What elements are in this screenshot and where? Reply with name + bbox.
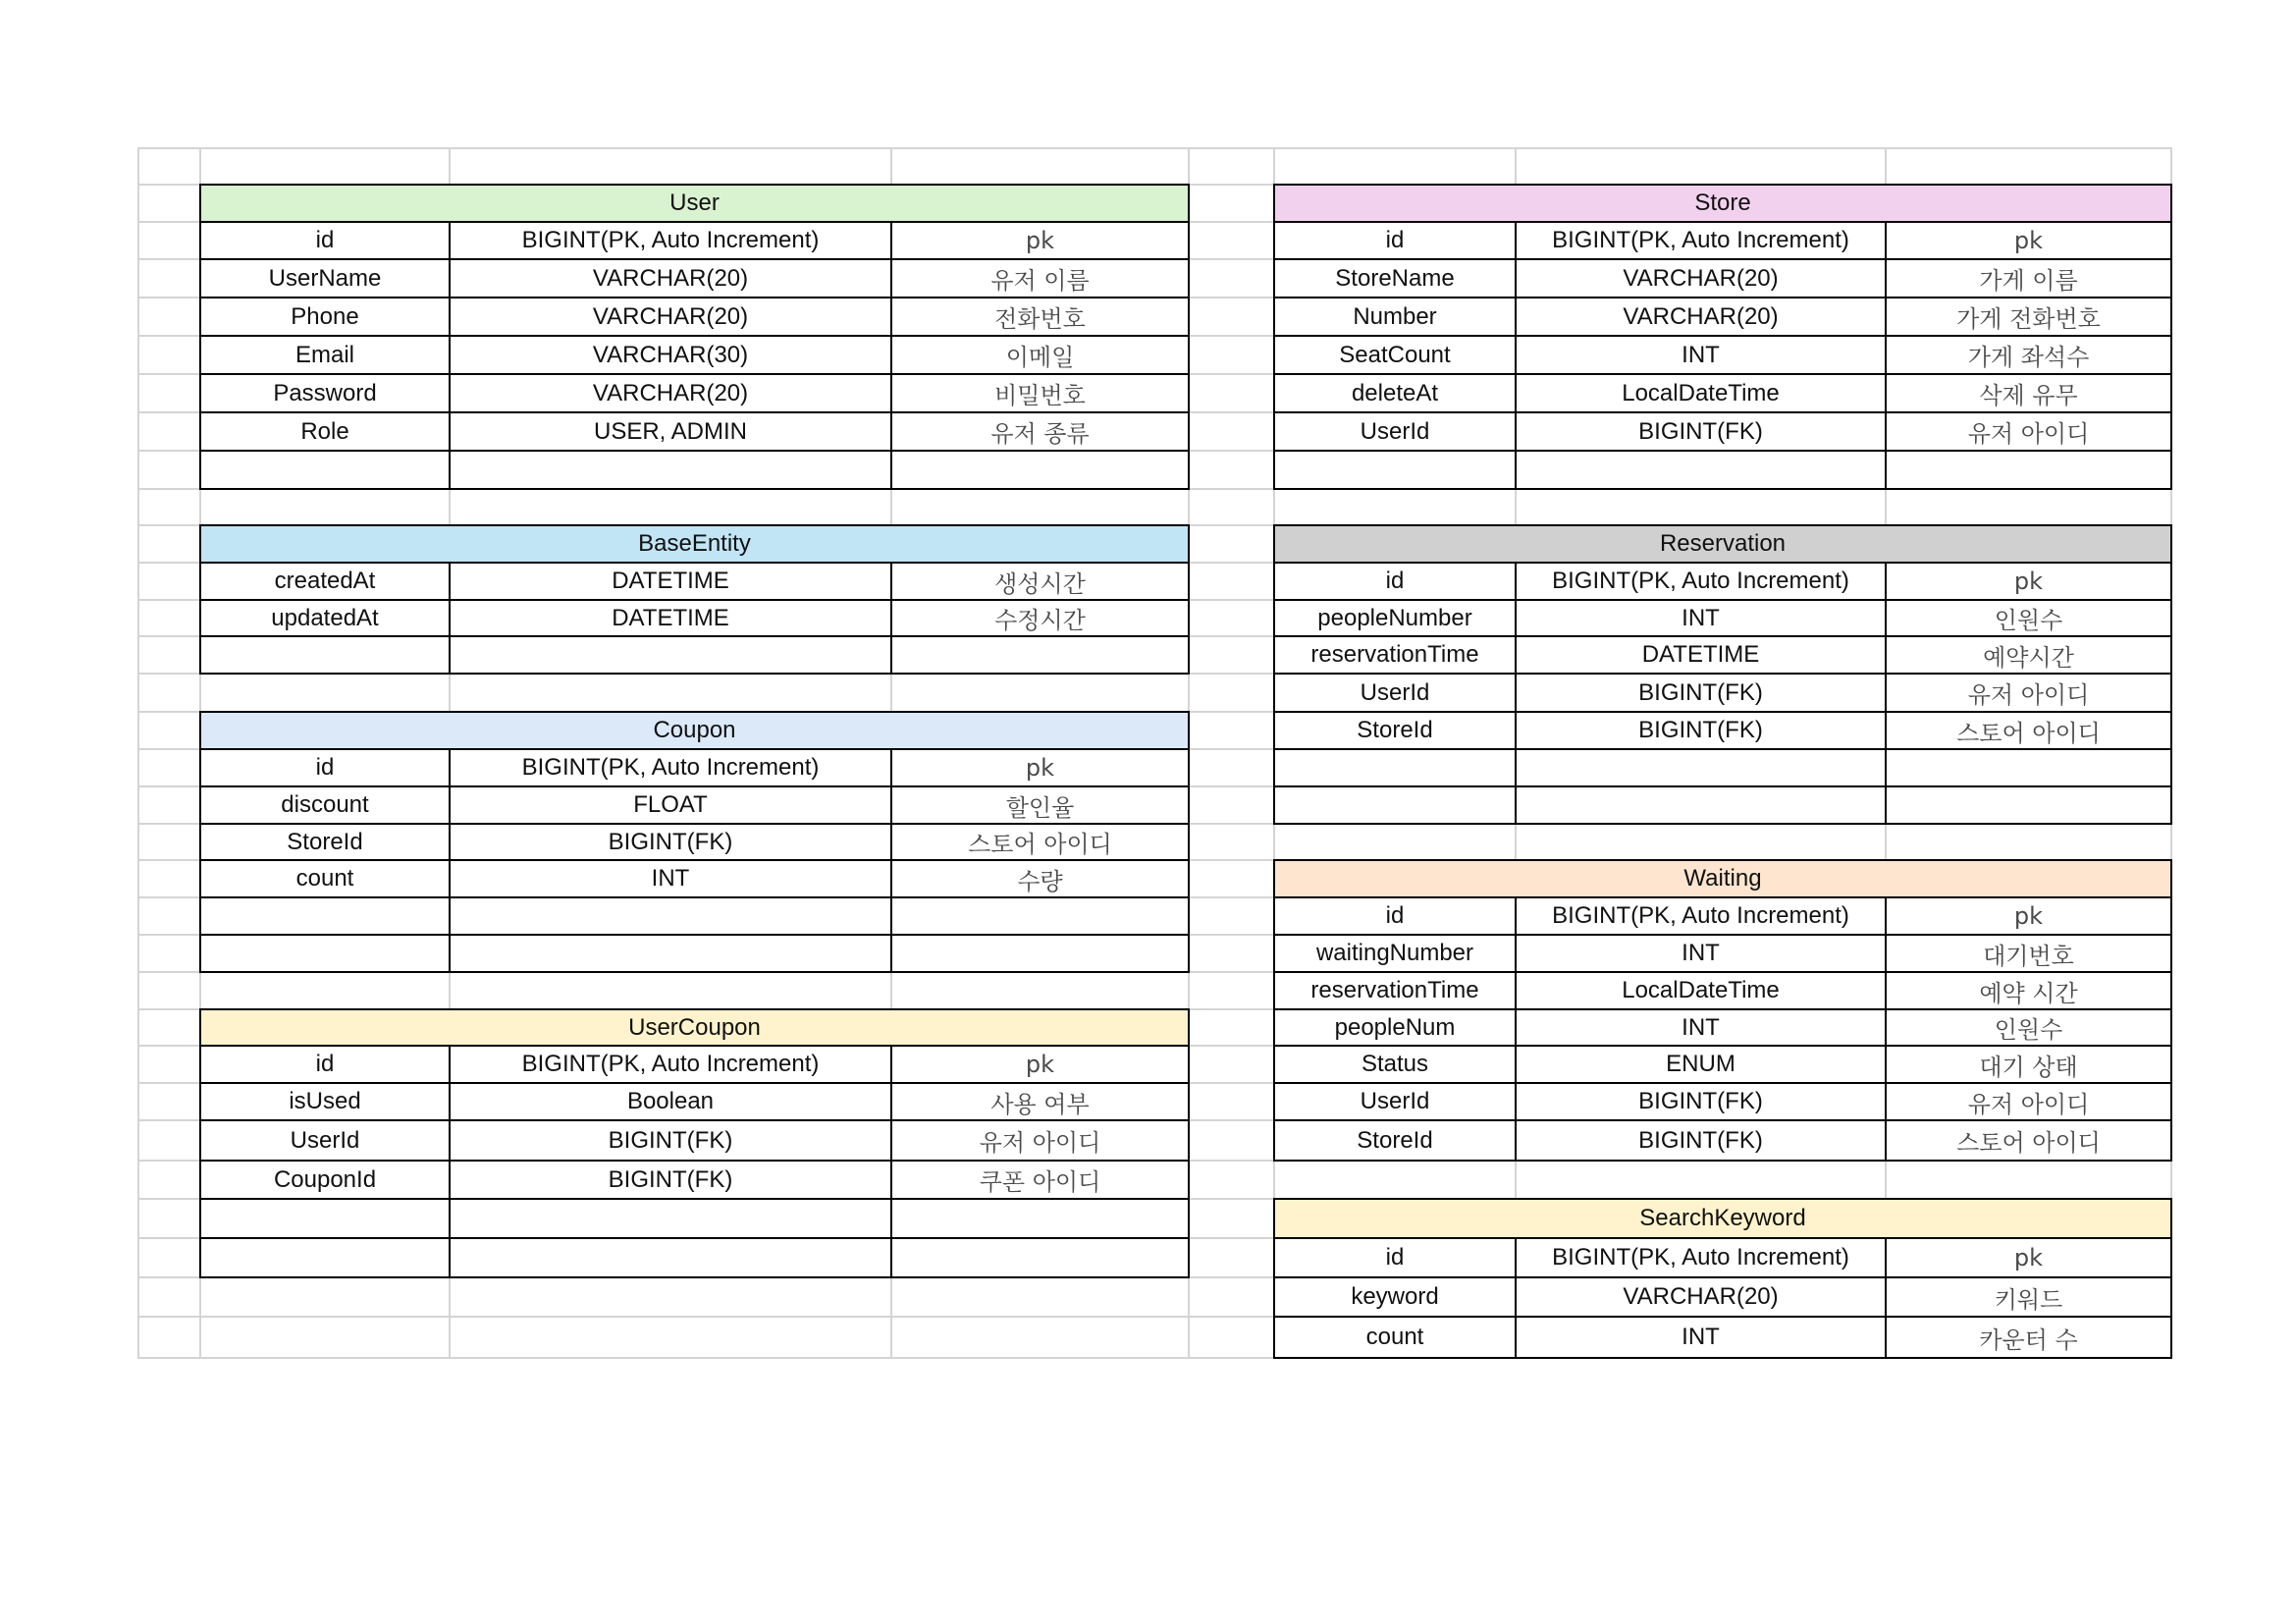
- column-name-cell: [199, 452, 449, 490]
- column-name-cell: count: [1273, 1318, 1515, 1359]
- column-name-cell: UserId: [1273, 675, 1515, 713]
- column-type-cell: BIGINT(PK, Auto Increment): [449, 750, 890, 787]
- table-title: Coupon: [199, 711, 1190, 750]
- column-type-cell: BIGINT(PK, Auto Increment): [1515, 223, 1885, 260]
- column-description-cell: 수정시간: [890, 601, 1190, 637]
- column-type-cell: BIGINT(PK, Auto Increment): [1515, 564, 1885, 601]
- column-name-cell: Password: [199, 375, 449, 413]
- column-type-cell: BIGINT(PK, Auto Increment): [449, 223, 890, 260]
- column-type-cell: VARCHAR(20): [449, 375, 890, 413]
- column-name-cell: SeatCount: [1273, 337, 1515, 375]
- column-name-cell: isUsed: [199, 1084, 449, 1121]
- column-type-cell: VARCHAR(20): [449, 298, 890, 337]
- column-name-cell: [1273, 750, 1515, 787]
- column-name-cell: peopleNum: [1273, 1010, 1515, 1047]
- column-name-cell: UserName: [199, 260, 449, 298]
- table-title: Store: [1273, 184, 2172, 223]
- column-description-cell: [890, 898, 1190, 936]
- column-type-cell: BIGINT(FK): [1515, 713, 1885, 750]
- column-type-cell: BIGINT(PK, Auto Increment): [449, 1047, 890, 1084]
- column-type-cell: VARCHAR(20): [1515, 1278, 1885, 1318]
- column-type-cell: INT: [1515, 337, 1885, 375]
- column-name-cell: id: [199, 223, 449, 260]
- table-title: BaseEntity: [199, 524, 1190, 564]
- column-description-cell: 쿠폰 아이디: [890, 1162, 1190, 1200]
- column-description-cell: 키워드: [1885, 1278, 2172, 1318]
- column-name-cell: createdAt: [199, 564, 449, 601]
- column-name-cell: CouponId: [199, 1162, 449, 1200]
- table-title: User: [199, 184, 1190, 223]
- column-name-cell: StoreId: [1273, 1121, 1515, 1162]
- column-description-cell: 유저 종류: [890, 413, 1190, 452]
- column-name-cell: id: [1273, 223, 1515, 260]
- table-title: Waiting: [1273, 859, 2172, 898]
- column-name-cell: UserId: [199, 1121, 449, 1162]
- column-name-cell: StoreId: [199, 825, 449, 861]
- column-name-cell: [199, 936, 449, 973]
- column-type-cell: DATETIME: [1515, 637, 1885, 675]
- column-name-cell: peopleNumber: [1273, 601, 1515, 637]
- column-name-cell: waitingNumber: [1273, 936, 1515, 973]
- column-description-cell: 예약시간: [1885, 637, 2172, 675]
- column-description-cell: pk: [1885, 898, 2172, 936]
- column-description-cell: 유저 아이디: [1885, 413, 2172, 452]
- column-type-cell: BIGINT(FK): [449, 1121, 890, 1162]
- column-type-cell: BIGINT(FK): [449, 1162, 890, 1200]
- column-name-cell: UserId: [1273, 413, 1515, 452]
- column-description-cell: [890, 637, 1190, 675]
- column-type-cell: [449, 1239, 890, 1278]
- column-type-cell: USER, ADMIN: [449, 413, 890, 452]
- column-type-cell: INT: [449, 861, 890, 898]
- column-type-cell: VARCHAR(20): [1515, 260, 1885, 298]
- column-name-cell: count: [199, 861, 449, 898]
- column-name-cell: StoreId: [1273, 713, 1515, 750]
- column-description-cell: 카운터 수: [1885, 1318, 2172, 1359]
- column-description-cell: pk: [1885, 1239, 2172, 1278]
- column-type-cell: BIGINT(FK): [1515, 1121, 1885, 1162]
- column-description-cell: 가게 이름: [1885, 260, 2172, 298]
- column-description-cell: 비밀번호: [890, 375, 1190, 413]
- column-type-cell: [449, 898, 890, 936]
- column-type-cell: BIGINT(FK): [1515, 1084, 1885, 1121]
- column-type-cell: VARCHAR(20): [1515, 298, 1885, 337]
- column-description-cell: 생성시간: [890, 564, 1190, 601]
- column-description-cell: [1885, 452, 2172, 490]
- column-description-cell: pk: [890, 1047, 1190, 1084]
- column-description-cell: 유저 아이디: [1885, 675, 2172, 713]
- column-description-cell: pk: [1885, 223, 2172, 260]
- column-type-cell: INT: [1515, 1318, 1885, 1359]
- column-type-cell: LocalDateTime: [1515, 375, 1885, 413]
- column-type-cell: VARCHAR(30): [449, 337, 890, 375]
- column-type-cell: BIGINT(FK): [449, 825, 890, 861]
- column-description-cell: 스토어 아이디: [1885, 713, 2172, 750]
- column-type-cell: INT: [1515, 936, 1885, 973]
- column-type-cell: BIGINT(PK, Auto Increment): [1515, 898, 1885, 936]
- column-description-cell: [890, 1239, 1190, 1278]
- column-description-cell: pk: [1885, 564, 2172, 601]
- column-name-cell: [1273, 787, 1515, 825]
- column-description-cell: 전화번호: [890, 298, 1190, 337]
- column-description-cell: 할인율: [890, 787, 1190, 825]
- column-description-cell: [1885, 750, 2172, 787]
- column-name-cell: [1273, 452, 1515, 490]
- column-type-cell: INT: [1515, 1010, 1885, 1047]
- column-name-cell: Status: [1273, 1047, 1515, 1084]
- column-name-cell: id: [1273, 564, 1515, 601]
- column-name-cell: Phone: [199, 298, 449, 337]
- column-description-cell: 삭제 유무: [1885, 375, 2172, 413]
- column-description-cell: 스토어 아이디: [890, 825, 1190, 861]
- column-name-cell: discount: [199, 787, 449, 825]
- column-name-cell: reservationTime: [1273, 637, 1515, 675]
- column-type-cell: Boolean: [449, 1084, 890, 1121]
- column-description-cell: 대기번호: [1885, 936, 2172, 973]
- column-description-cell: 가게 전화번호: [1885, 298, 2172, 337]
- column-name-cell: Role: [199, 413, 449, 452]
- column-description-cell: [890, 452, 1190, 490]
- column-type-cell: DATETIME: [449, 564, 890, 601]
- column-description-cell: pk: [890, 750, 1190, 787]
- column-description-cell: 이메일: [890, 337, 1190, 375]
- gridline: [137, 147, 2172, 149]
- column-name-cell: keyword: [1273, 1278, 1515, 1318]
- column-type-cell: BIGINT(FK): [1515, 675, 1885, 713]
- column-description-cell: 유저 아이디: [890, 1121, 1190, 1162]
- column-type-cell: BIGINT(FK): [1515, 413, 1885, 452]
- column-name-cell: UserId: [1273, 1084, 1515, 1121]
- column-type-cell: VARCHAR(20): [449, 260, 890, 298]
- table-title: UserCoupon: [199, 1008, 1190, 1047]
- column-description-cell: 유저 아이디: [1885, 1084, 2172, 1121]
- column-type-cell: [1515, 452, 1885, 490]
- column-description-cell: 예약 시간: [1885, 973, 2172, 1010]
- column-type-cell: [449, 637, 890, 675]
- column-name-cell: id: [199, 750, 449, 787]
- column-type-cell: INT: [1515, 601, 1885, 637]
- column-description-cell: [890, 1200, 1190, 1239]
- column-name-cell: [199, 637, 449, 675]
- column-name-cell: Number: [1273, 298, 1515, 337]
- column-type-cell: BIGINT(PK, Auto Increment): [1515, 1239, 1885, 1278]
- column-name-cell: [199, 1239, 449, 1278]
- column-name-cell: [199, 1200, 449, 1239]
- column-type-cell: [1515, 750, 1885, 787]
- column-type-cell: [449, 1200, 890, 1239]
- column-description-cell: pk: [890, 223, 1190, 260]
- column-description-cell: 수량: [890, 861, 1190, 898]
- column-name-cell: [199, 898, 449, 936]
- column-name-cell: StoreName: [1273, 260, 1515, 298]
- column-type-cell: [449, 936, 890, 973]
- column-name-cell: id: [199, 1047, 449, 1084]
- gridline: [137, 147, 139, 1357]
- column-description-cell: 사용 여부: [890, 1084, 1190, 1121]
- column-type-cell: LocalDateTime: [1515, 973, 1885, 1010]
- column-type-cell: [1515, 787, 1885, 825]
- column-name-cell: Email: [199, 337, 449, 375]
- column-description-cell: 스토어 아이디: [1885, 1121, 2172, 1162]
- column-name-cell: updatedAt: [199, 601, 449, 637]
- column-description-cell: [890, 936, 1190, 973]
- column-description-cell: [1885, 787, 2172, 825]
- column-type-cell: FLOAT: [449, 787, 890, 825]
- column-description-cell: 인원수: [1885, 601, 2172, 637]
- column-name-cell: id: [1273, 898, 1515, 936]
- column-description-cell: 인원수: [1885, 1010, 2172, 1047]
- column-name-cell: id: [1273, 1239, 1515, 1278]
- column-name-cell: reservationTime: [1273, 973, 1515, 1010]
- table-title: Reservation: [1273, 524, 2172, 564]
- table-title: SearchKeyword: [1273, 1198, 2172, 1239]
- column-type-cell: DATETIME: [449, 601, 890, 637]
- column-type-cell: [449, 452, 890, 490]
- column-type-cell: ENUM: [1515, 1047, 1885, 1084]
- column-description-cell: 유저 이름: [890, 260, 1190, 298]
- column-name-cell: deleteAt: [1273, 375, 1515, 413]
- column-description-cell: 대기 상태: [1885, 1047, 2172, 1084]
- column-description-cell: 가게 좌석수: [1885, 337, 2172, 375]
